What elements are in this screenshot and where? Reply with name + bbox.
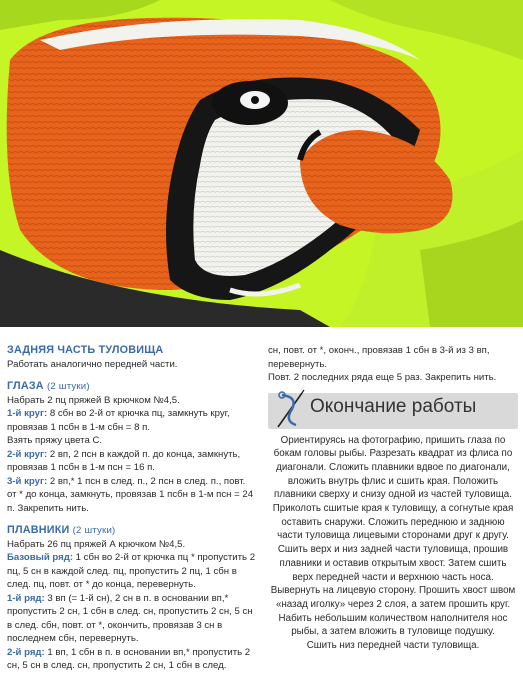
fins-row-1 (7, 592, 257, 646)
eyes-round-3-label: 3-й круг: (7, 475, 48, 487)
scissors-needle-icon (272, 387, 306, 431)
eyes-round-3-text: 2 вп,* 1 псн в след. п., 2 псн в след. п., повт. от * до конца, замкнуть, провязав 1 псбн в 1-м псн = 24 п. Закрепить нить. (7, 475, 254, 514)
fins-row-1-label: 1-й ряд: (7, 592, 45, 604)
fins-repeat-text: Повт. 2 последних ряда еще 5 раз. Закрепить нить. (268, 372, 497, 383)
eyes-round-1-label: 1-й круг: (7, 408, 48, 419)
fins-row-2-text: 1 вп, 1 сбн в п. в основании вп,* пропустить 2 сн, 5 сн в след. сн, пропустить 2 сн, 1 сбн в след. (7, 646, 251, 671)
eyes-round-1 (7, 407, 257, 434)
finish-last-line: Сшить низ передней части туловища. (306, 640, 480, 652)
crochet-fish-photo (0, 0, 523, 327)
eyes-round-2 (7, 448, 257, 475)
right-column (268, 344, 518, 653)
fins-base-row (7, 551, 257, 592)
fins-base-label: Базовый ряд: (7, 552, 74, 563)
left-column (7, 344, 257, 673)
photo-illustration (0, 0, 523, 327)
finish-section-title: Окончание работы (310, 395, 477, 417)
fins-count: (2 штуки) (72, 525, 116, 536)
eyes-heading (7, 380, 257, 394)
eyes-intro: Набрать 2 пц пряжей В крючком №4,5. (7, 394, 180, 406)
eyes-round-3 (7, 475, 257, 516)
fins-continued-text: сн, повт. от *, оконч., провязав 1 сбн в 3-й из 3 вп, перевернуть. (268, 345, 490, 370)
fins-intro: Набрать 26 пц пряжей А крючком №4,5. (7, 538, 186, 550)
fins-heading (7, 524, 257, 538)
back-part-heading: ЗАДНЯЯ ЧАСТЬ ТУЛОВИЩА (7, 344, 164, 356)
eyes-round-1-text: 8 сбн во 2-й от крючка пц, замкнуть круг, провязав 1 псбн в 1-м сбн = 8 п. (7, 408, 230, 433)
eyes-round-2-text: 2 вп, 2 псн в каждой п. до конца, замкнуть, провязав 1 псбн в 1-м псн = 16 п. (7, 448, 241, 473)
eyes-count: (2 штуки) (47, 381, 90, 392)
finish-instructions: Ориентируясь на фотографию, пришить глаза по бокам головы рыбы. Разрезать квадрат из флиса по диагонали. Сложить плавники вдвое по диагонали, вложить внутрь флис и сшить края. Положить плавники сверху и снизу одной из частей туловища. Приколоть сшитые края к туловищу, а согнутые края оставить снаружи. Сложить переднюю и заднюю части туловища лицевыми сторонами друг к другу. Сшить верх и низ задней части туловища, прошив плавники и оставив открытым хвост. Затем сшить верх передней части и верхнюю часть носа. Вывернуть на лицевую сторону. Прошить хвост швом «назад иголку» через 2 слоя, а затем прошить круг. Набить небольшим количеством наполнителя нос рыбы, а затем вложить в туловище подушку. (270, 434, 516, 638)
fins-title: ПЛАВНИКИ (7, 524, 70, 536)
fins-row-2-label: 2-й ряд: (7, 646, 45, 658)
eyes-title: ГЛАЗА (7, 380, 44, 392)
back-part-text: Работать аналогично передней части. (7, 358, 178, 370)
eyes-round-2-label: 2-й круг: (7, 448, 48, 460)
fins-row-1-text: 3 вп (= 1-й сн), 2 сн в п. в основании вп,* пропустить 2 сн, 1 сбн в след. сн, пропустить 2 сн, 5 сн в след. сбн, повт. от *, окончить, провязав 3 сн в последнем сбн, перевернуть. (7, 592, 253, 644)
eyes-color-note: Взять пряжу цвета С. (7, 435, 103, 446)
finish-section-header (268, 393, 518, 429)
fins-base-text: 1 сбн во 2-й от крючка пц * пропустить 2 пц, 5 сн в каждой след. пц, пропустить 2 пц, 1 сбн в след. пц, повт. от * до конца, перевернуть. (7, 552, 256, 590)
fins-row-2 (7, 646, 257, 673)
